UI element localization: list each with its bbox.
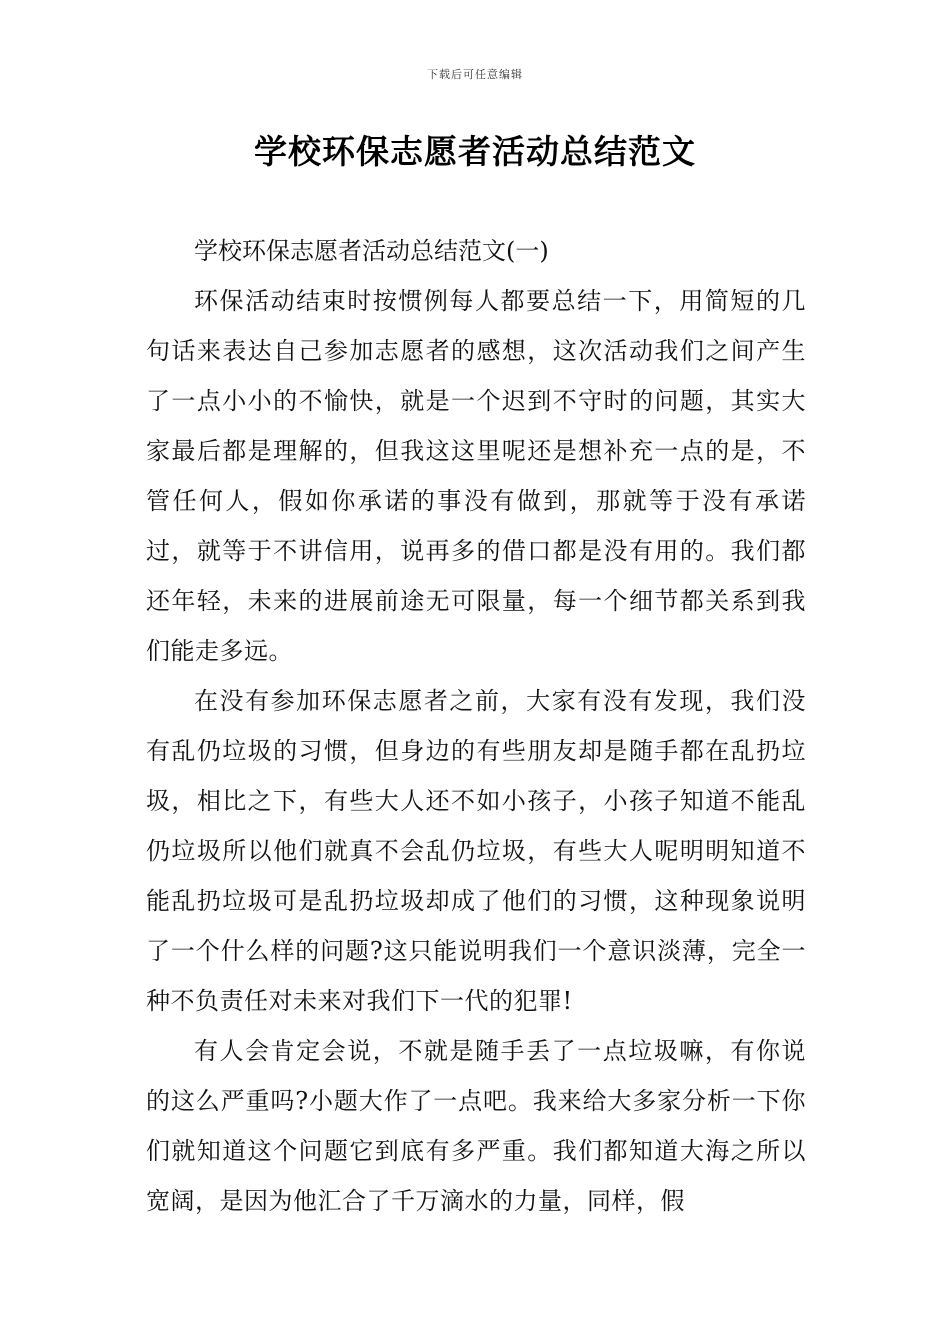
document-title: 学校环保志愿者活动总结范文: [254, 132, 696, 171]
paragraph-2: 在没有参加环保志愿者之前，大家有没有发现，我们没有乱仍垃圾的习惯，但身边的有些朋友却是随手都在乱扔垃圾，相比之下，有些大人还不如小孩子，小孩子知道不能乱仍垃圾所以他们就真不会乱仍垃圾，有些大人呢明明知道不能乱扔垃圾可是乱扔垃圾却成了他们的习惯，这种现象说明了一个什么样的问题?这只能说明我们一个意识淡薄，完全一种不负责任对未来对我们下一代的犯罪!: [146, 687, 806, 1015]
paragraph-1: 环保活动结束时按惯例每人都要总结一下，用简短的几句话来表达自己参加志愿者的感想，这次活动我们之间产生了一点小小的不愉快，就是一个迟到不守时的问题，其实大家最后都是理解的，但我这这里呢还是想补充一点的是，不管任何人，假如你承诺的事没有做到，那就等于没有承诺过，就等于不讲信用，说再多的借口都是没有用的。我们都还年轻，未来的进展前途无可限量，每一个细节都关系到我们能走多远。: [146, 287, 806, 665]
header-note: 下载后可任意编辑: [427, 68, 523, 81]
paragraph-3: 有人会肯定会说，不就是随手丢了一点垃圾嘛，有你说的这么严重吗?小题大作了一点吧。我来给大多家分析一下你们就知道这个问题它到底有多严重。我们都知道大海之所以宽阔，是因为他汇合了千万滴水的力量，同样，假: [146, 1037, 806, 1215]
section-subheading: 学校环保志愿者活动总结范文(一): [194, 237, 549, 265]
document-body: [146, 226, 806, 1226]
